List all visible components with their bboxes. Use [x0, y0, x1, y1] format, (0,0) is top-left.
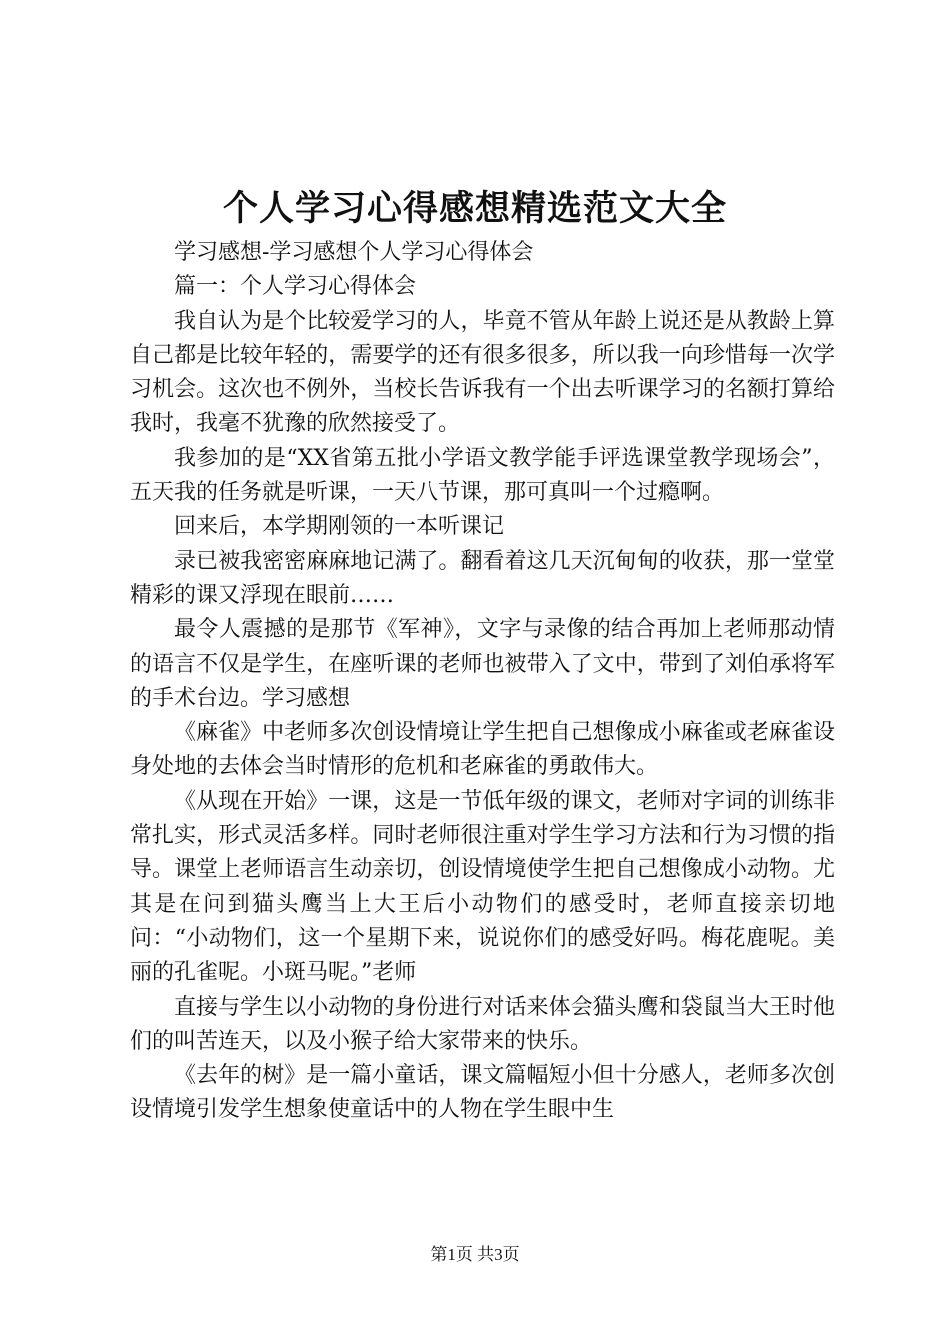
paragraph: 录已被我密密麻麻地记满了。翻看着这几天沉甸甸的收获，那一堂堂精彩的课又浮现在眼前……: [130, 548, 835, 608]
paragraph: 回来后，本学期刚领的一本听课记: [174, 514, 505, 540]
paragraph: 最令人震撼的是那节《军神》，文字与录像的结合再加上老师那动情的语言不仅是学生，在座听课的老师也被带入了文中，带到了刘伯承将军的手术台边。学习感想: [130, 617, 835, 711]
paragraph: 直接与学生以小动物的身份进行对话来体会猫头鹰和袋鼠当大王时他们的叫苦连天，以及小猴子给大家带来的快乐。: [130, 994, 835, 1054]
paragraph: 《麻雀》中老师多次创设情境让学生把自己想像成小麻雀或老麻雀设身处地的去体会当时情形的危机和老麻雀的勇敢伟大。: [130, 720, 835, 780]
document-subtitle: 学习感想-学习感想个人学习心得体会: [174, 240, 534, 265]
document-title: 个人学习心得感想精选范文大全: [222, 188, 727, 229]
paragraph: 篇一：个人学习心得体会: [174, 274, 417, 300]
paragraph: 我自认为是个比较爱学习的人，毕竟不管从年龄上说还是从教龄上算自己都是比较年轻的，需要学的还有很多很多，所以我一向珍惜每一次学习机会。这次也不例外，当校长告诉我有一个出去听课学习的名额打算给我时，我毫不犹豫的欣然接受了。: [130, 308, 835, 437]
paragraph: 《从现在开始》一课，这是一节低年级的课文，老师对字词的训练非常扎实，形式灵活多样。同时老师很注重对学生学习方法和行为习惯的指导。课堂上老师语言生动亲切，创设情境使学生把自己想像成小动物。尤其是在问到猫头鹰当上大王后小动物们的感受时，老师直接亲切地问：“小动物们，这一个星期下来，说说你们的感受好吗。梅花鹿呢。美丽的孔雀呢。小斑马呢。”老师: [130, 788, 835, 986]
document-body: [130, 236, 835, 1128]
page-number: 第1页 共3页: [430, 1245, 520, 1264]
paragraph: 《去年的树》是一篇小童话，课文篇幅短小但十分感人，老师多次创设情境引发学生想象使童话中的人物在学生眼中生: [130, 1063, 835, 1123]
paragraph: 我参加的是“XX省第五批小学语文教学能手评选课堂教学现场会”，五天我的任务就是听课，一天八节课，那可真叫一个过瘾啊。: [130, 445, 835, 506]
